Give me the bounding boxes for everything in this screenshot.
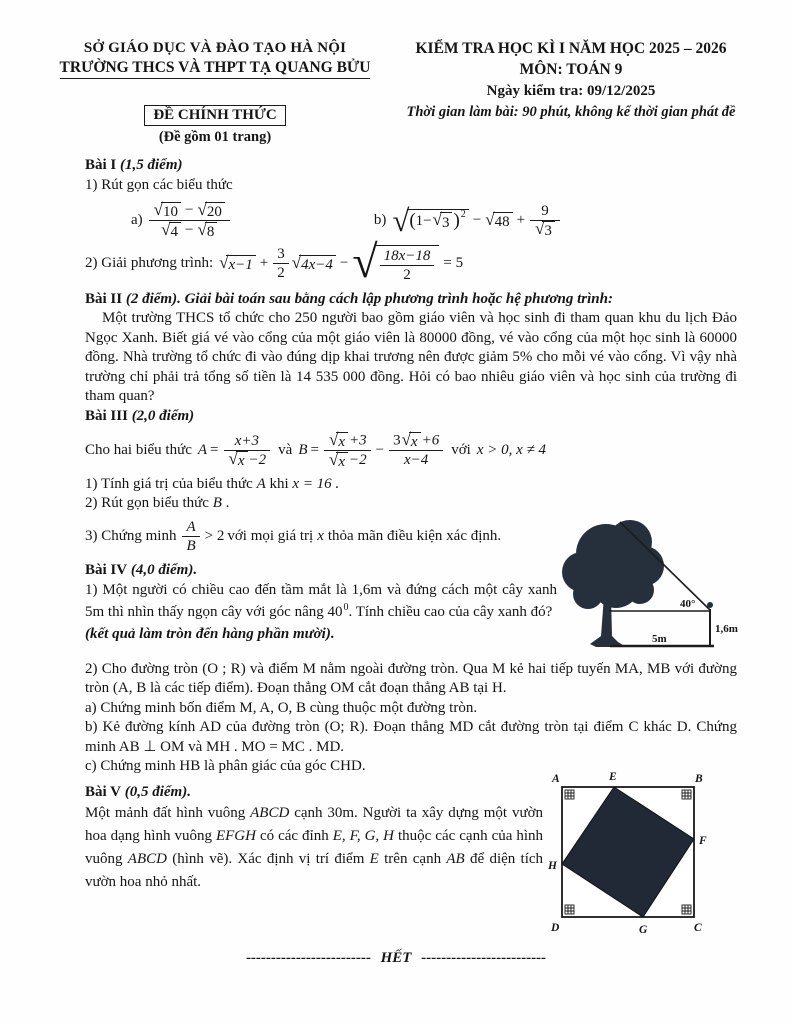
numerator: 3 xyxy=(277,246,285,263)
bai4-q2: 2) Cho đường tròn (O ; R) và điểm M nằm ngoài đường tròn. Qua M kẻ hai tiếp tuyến MA, MB với đường tròn (A, B là các tiếp điểm). Đoạn thẳng OM cắt đoạn thẳng AB tại H. xyxy=(85,660,737,697)
sqrt xyxy=(229,451,248,469)
var-ABCD: ABCD xyxy=(250,805,290,822)
exam-title: KIỂM TRA HỌC KÌ I NĂM HỌC 2025 – 2026 xyxy=(415,40,727,57)
label-C: C xyxy=(694,922,702,934)
term: +6 xyxy=(421,432,440,449)
bai5-body xyxy=(85,802,543,894)
operator: + xyxy=(516,212,526,229)
text: 3) Chứng minh xyxy=(85,527,177,544)
equals-value: = 5 xyxy=(443,255,464,272)
fraction xyxy=(530,203,560,240)
label-D: D xyxy=(551,922,560,934)
bai3-title: Bài III xyxy=(85,407,128,424)
bai1-expr-b xyxy=(374,203,562,240)
var-vertices: E, F, G, H xyxy=(332,828,394,845)
school-name: TRƯỜNG THCS VÀ THPT TẠ QUANG BỬU xyxy=(60,59,371,79)
var-x: x xyxy=(317,527,324,544)
label-G: G xyxy=(639,924,648,936)
bai3-intro: Cho hai biểu thức xyxy=(85,442,192,459)
numerator xyxy=(324,432,371,450)
bai1-heading xyxy=(85,156,737,176)
fraction-AB xyxy=(182,519,199,555)
bai5-title: Bài V xyxy=(85,783,121,800)
sqrt xyxy=(197,202,224,220)
denominator: B xyxy=(182,536,199,555)
text: khi xyxy=(269,475,289,492)
sqrt xyxy=(161,222,181,240)
header-right xyxy=(390,40,752,146)
radicand: √ x−1 xyxy=(226,255,255,273)
fraction xyxy=(380,248,435,284)
bai4-qb: b) Kẻ đường kính AD của đường tròn (O; R). Đoạn thẳng MD cắt đường tròn tại điểm C khác D. Chứng minh AB ⊥ OM và MH . MO = MC . MD. xyxy=(85,719,737,755)
eye-height-label: 1,6m xyxy=(715,623,738,635)
paren-open: √ ( xyxy=(409,210,416,232)
angle-label: 40° xyxy=(680,598,696,610)
bai2-subtitle: Giải bài toán sau bằng cách lập phương trình hoặc hệ phương trình: xyxy=(184,290,613,307)
radicand: √ 3 xyxy=(440,212,453,231)
bai2-points: (2 điểm). xyxy=(125,290,181,307)
numerator xyxy=(149,202,230,220)
denominator xyxy=(224,450,271,470)
bai2-heading xyxy=(85,290,737,310)
denominator: x−4 xyxy=(389,450,443,469)
var-A: A xyxy=(197,442,208,459)
text: 1) Tính giá trị của biểu thức xyxy=(85,475,253,492)
term: −2 xyxy=(348,452,367,469)
text: với mọi giá trị xyxy=(227,527,314,544)
bai1-expressions-row xyxy=(85,202,737,240)
paren-close: ) xyxy=(453,210,460,232)
sqrt xyxy=(485,212,512,230)
bai1-q2-label: 2) Giải phương trình: xyxy=(85,255,214,272)
sqrt xyxy=(292,255,336,273)
label-B: B xyxy=(695,773,703,785)
denominator xyxy=(149,220,230,240)
sqrt-tall xyxy=(352,245,439,284)
header-left xyxy=(40,40,390,146)
text-and: và xyxy=(278,442,293,459)
var-AB: AB xyxy=(446,851,465,868)
observer-head xyxy=(707,602,713,608)
operator: − xyxy=(185,222,194,238)
fraction-B2 xyxy=(389,432,443,469)
label-a: a) xyxy=(131,212,143,229)
radicand: √ x xyxy=(236,451,248,469)
text-with: với xyxy=(451,442,471,459)
operator: − xyxy=(375,442,385,459)
tree-figure xyxy=(554,510,790,656)
bai3-formula-row xyxy=(85,432,737,470)
sqrt xyxy=(433,212,453,231)
sqrt xyxy=(402,432,421,450)
radicand: √ x xyxy=(409,432,421,450)
radicand: √ x xyxy=(336,452,348,470)
sqrt xyxy=(197,222,217,240)
bai4-qa: a) Chứng minh bốn điểm M, A, O, B cùng thuộc một đường tròn. xyxy=(85,699,478,716)
het-label: HẾT xyxy=(380,950,412,966)
text: cạnh 30m. Người ta xây dựng một vườn hoa dạng hình vuông xyxy=(85,805,544,845)
bai4-qc: c) Chứng minh HB là phân giác của góc CHD. xyxy=(85,758,366,775)
text: trên cạnh xyxy=(384,851,442,868)
label-b: b) xyxy=(373,212,387,229)
bai1-points: (1,5 điểm) xyxy=(120,157,183,173)
text: (hình vẽ). Xác định vị trí điểm xyxy=(172,851,365,868)
text: để diện tích vườn hoa nhỏ nhất. xyxy=(85,851,544,891)
term: −2 xyxy=(248,451,267,468)
sqrt xyxy=(219,255,256,273)
label-F: F xyxy=(699,835,707,847)
operator: − xyxy=(185,202,194,219)
numerator: x+3 xyxy=(234,432,259,449)
section-bai-1 xyxy=(85,156,737,284)
text: 1) Một người có chiều cao đến tầm mắt là 1,6m và đứng cách một cây xanh 5m thì nhìn thấy ngọn cây với góc nâng 40 xyxy=(85,582,557,620)
sqrt xyxy=(329,452,348,470)
bai3-heading xyxy=(85,407,737,427)
text: thỏa mãn điều kiện xác định. xyxy=(327,527,502,544)
exam-date: Ngày kiểm tra: 09/12/2025 xyxy=(486,83,656,99)
var-B: B xyxy=(298,442,308,459)
label-A: A xyxy=(552,773,560,785)
base-label: 5m xyxy=(652,633,667,645)
value: x = 16 . xyxy=(292,475,340,492)
fraction-B1 xyxy=(324,432,371,470)
header xyxy=(40,40,752,146)
tree-canopy xyxy=(562,520,664,609)
denominator: 2 xyxy=(273,263,289,282)
var-E: E xyxy=(369,851,379,868)
sqrt-large xyxy=(392,209,468,233)
text: . Tính chiều cao của cây xanh đó? xyxy=(348,603,553,620)
radicand xyxy=(376,245,440,284)
page-count-note: (Đề gồm 01 trang) xyxy=(158,129,272,145)
bai1-title: Bài I xyxy=(85,157,117,173)
end-of-exam-line xyxy=(0,950,792,967)
bai4-points: (4,0 điểm). xyxy=(130,561,198,578)
bai4-q1-note: (kết quả làm tròn đến hàng phần mười). xyxy=(85,626,335,643)
official-exam-box: ĐỀ CHÍNH THỨC xyxy=(144,105,285,126)
sqrt xyxy=(154,202,181,220)
bai1-q1: 1) Rút gọn các biểu thức xyxy=(85,176,233,193)
bai5-points: (0,5 điểm). xyxy=(124,783,191,800)
term: 1− xyxy=(415,213,432,230)
exponent: 2 xyxy=(460,209,466,221)
dashes: ------------------------- xyxy=(421,950,547,966)
garden-figure xyxy=(546,766,714,938)
section-bai-2 xyxy=(85,290,737,407)
exam-duration: Thời gian làm bài: 90 phút, không kể thời gian phát đề xyxy=(406,104,736,120)
operator: − xyxy=(339,255,349,272)
radicand: √ 8 xyxy=(205,222,218,240)
coef: 3 xyxy=(393,432,401,449)
numerator: √ 18x−18 xyxy=(383,247,431,264)
operator: − xyxy=(472,212,482,229)
numerator: A xyxy=(186,518,196,535)
radicand: √ 20 xyxy=(205,202,225,220)
operator: + xyxy=(259,255,269,272)
numerator: 9 xyxy=(541,202,549,219)
bai2-title: Bài II xyxy=(85,290,123,307)
denominator xyxy=(324,450,371,470)
text: có các đỉnh xyxy=(259,828,329,845)
bai2-body: Một trường THCS tổ chức cho 250 người bao gồm giáo viên và học sinh đi tham quan khu du lịch Đảo Ngọc Xanh. Biết giá vé vào cổng của một giáo viên là 80000 đồng, vé vào cổng của một học sinh là 60000 đồng. Nhà trường tổ chức đi vào đúng dịp khai trương nên được giảm 5% cho mỗi vé vào cổng. Vì vậy nhà trường chỉ phải trả tổng số tiền là 14 535 000 đồng. Hỏi có bao nhiêu giáo viên và học sinh của trường đi tham quan? xyxy=(85,310,737,405)
var-ABCD: ABCD xyxy=(127,851,167,868)
text: Một mảnh đất hình vuông xyxy=(85,805,246,822)
department-name: SỞ GIÁO DỤC VÀ ĐÀO TẠO HÀ NỘI xyxy=(83,40,347,56)
radicand: √ 48 xyxy=(493,212,513,230)
radicand: √ 4x−4 xyxy=(299,255,336,273)
inequality: > 2 xyxy=(204,527,225,544)
radicand: √ 10 xyxy=(161,202,181,220)
condition: x > 0, x ≠ 4 xyxy=(476,442,546,459)
label-E: E xyxy=(609,771,617,783)
fraction-A xyxy=(224,433,271,470)
dashes: ------------------------- xyxy=(245,950,371,966)
text: . xyxy=(225,495,230,512)
denominator xyxy=(530,220,560,240)
bai4-q1 xyxy=(85,580,557,624)
equals: = xyxy=(210,442,219,459)
radicand: √ 4 xyxy=(169,222,182,240)
var-B: B xyxy=(212,495,222,512)
radicand: √ x xyxy=(336,432,348,450)
bai1-q2-row xyxy=(85,245,737,284)
equals: = xyxy=(310,442,319,459)
degree-exponent: 0 xyxy=(343,601,349,613)
var-EFGH: EFGH xyxy=(215,828,256,845)
text: thuộc các cạnh của hình vuông xyxy=(85,828,544,868)
fraction xyxy=(149,202,230,240)
text: 2) Rút gọn biểu thức xyxy=(85,495,209,512)
label-H: H xyxy=(548,860,557,872)
exam-subject: MÔN: TOÁN 9 xyxy=(519,61,623,78)
bai3-points: (2,0 điểm) xyxy=(131,407,195,424)
radicand: √ 3 xyxy=(542,221,555,239)
numerator xyxy=(389,432,443,450)
bai3-q1 xyxy=(85,475,737,495)
radicand xyxy=(407,209,468,231)
sqrt xyxy=(535,221,555,239)
bai4-title: Bài IV xyxy=(85,561,128,578)
fraction xyxy=(273,246,289,282)
var-A: A xyxy=(256,475,266,492)
bai1-expr-a xyxy=(131,202,232,240)
denominator: 2 xyxy=(380,265,435,284)
sqrt xyxy=(329,432,348,450)
term: +3 xyxy=(348,432,367,449)
